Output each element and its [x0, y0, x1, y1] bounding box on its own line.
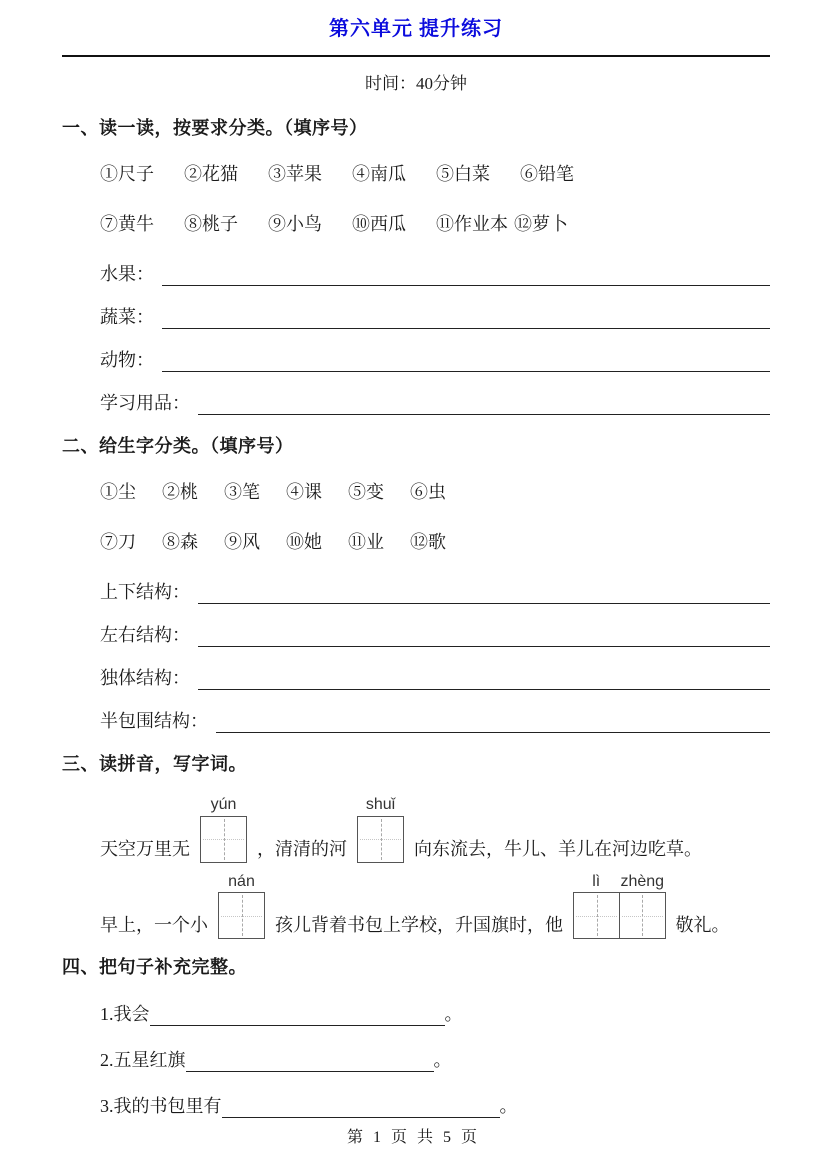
page-title: 第六单元 提升练习 — [329, 18, 503, 40]
section2-items-row2 — [100, 528, 770, 554]
write-box-shui — [357, 796, 404, 863]
char-item: ③笔 — [224, 482, 260, 502]
word-item: ④南瓜 — [352, 164, 406, 184]
blank-label: 半包围结构： — [100, 711, 208, 731]
sentence-stem: 2.五星红旗 — [100, 1050, 186, 1071]
sentence-period: 。 — [433, 1050, 452, 1071]
pinyin-labels — [573, 873, 665, 891]
sentence-text: 敬礼。 — [675, 915, 730, 936]
blank-row-fruit — [100, 260, 770, 286]
sentence-completion-2 — [100, 1045, 770, 1072]
char-item: ⑩她 — [286, 532, 322, 552]
section1-items-row2 — [100, 210, 770, 236]
answer-blank[interactable] — [198, 391, 770, 415]
blank-row-animal — [100, 346, 770, 372]
character-write-box[interactable] — [218, 892, 265, 939]
section-1 — [62, 114, 770, 415]
word-item: ①尺子 — [100, 164, 154, 184]
sentence-completion-3 — [100, 1091, 770, 1118]
word-item: ③苹果 — [268, 164, 322, 184]
answer-blank[interactable] — [198, 666, 770, 690]
char-item: ⑫歌 — [410, 532, 446, 552]
char-item: ①尘 — [100, 482, 136, 502]
char-item: ⑪业 — [348, 532, 384, 552]
sentence-text: 天空万里无 — [100, 838, 190, 859]
section2-heading: 二、给生字分类。（填序号） — [62, 436, 294, 456]
char-item: ⑨风 — [224, 532, 260, 552]
answer-blank[interactable] — [198, 580, 770, 604]
pinyin-label: shuǐ — [365, 796, 396, 813]
word-item: ⑨小鸟 — [268, 214, 322, 234]
blank-row-single — [100, 664, 770, 690]
page-number: 第 1 页 共 5 页 — [346, 1129, 480, 1146]
answer-blank[interactable] — [162, 305, 770, 329]
section3-heading: 三、读拼音，写字词。 — [62, 754, 247, 774]
blank-label: 独体结构： — [100, 668, 190, 688]
pinyin-sentence-1 — [100, 796, 770, 863]
section1-items-row1 — [100, 160, 770, 186]
blank-row-school-supplies — [100, 389, 770, 415]
word-item: ②花猫 — [184, 164, 238, 184]
answer-blank[interactable] — [216, 709, 770, 733]
character-write-box[interactable] — [573, 892, 620, 939]
sentence-period: 。 — [444, 1004, 463, 1025]
section-3 — [62, 750, 770, 939]
answer-blank[interactable] — [150, 1002, 445, 1026]
char-item: ②桃 — [162, 482, 198, 502]
section1-heading: 一、读一读，按要求分类。（填序号） — [62, 118, 368, 138]
answer-blank[interactable] — [198, 623, 770, 647]
answer-blank[interactable] — [162, 348, 770, 372]
sentence-text: ，清清的河 — [257, 838, 347, 859]
word-item: ⑪作业本 — [436, 214, 508, 234]
blank-label: 动物： — [100, 350, 154, 370]
char-item: ⑦刀 — [100, 532, 136, 552]
header-divider — [62, 55, 770, 57]
character-write-box[interactable] — [200, 816, 247, 863]
blank-label: 水果： — [100, 264, 154, 284]
sentence-stem: 3.我的书包里有 — [100, 1096, 222, 1117]
answer-blank[interactable] — [222, 1094, 500, 1118]
section2-items-row1 — [100, 478, 770, 504]
answer-blank[interactable] — [186, 1048, 434, 1072]
section-4 — [62, 953, 770, 1118]
pinyin-sentence-2 — [100, 873, 770, 940]
word-item: ⑤白菜 — [436, 164, 490, 184]
character-write-box[interactable] — [619, 892, 666, 939]
pinyin-label: yún — [210, 796, 237, 813]
word-item: ⑩西瓜 — [352, 214, 406, 234]
answer-blank[interactable] — [162, 262, 770, 286]
sentence-stem: 1.我会 — [100, 1004, 150, 1025]
word-item: ⑧桃子 — [184, 214, 238, 234]
word-item: ⑥铅笔 — [520, 164, 574, 184]
pinyin-label: lì — [592, 872, 601, 890]
word-item: ⑦黄牛 — [100, 214, 154, 234]
blank-row-vegetable — [100, 303, 770, 329]
blank-label: 蔬菜： — [100, 307, 154, 327]
section4-heading: 四、把句子补充完整。 — [62, 957, 247, 978]
pinyin-label: zhèng — [620, 872, 665, 890]
write-box-li-zheng — [573, 873, 666, 940]
blank-row-half-enclosed — [100, 707, 770, 733]
sentence-text: 孩儿背着书包上学校，升国旗时，他 — [275, 915, 563, 936]
blank-row-left-right — [100, 621, 770, 647]
sentence-text: 向东流去，牛儿、羊儿在河边吃草。 — [414, 838, 702, 859]
char-item: ⑥虫 — [410, 482, 446, 502]
blank-row-top-bottom — [100, 578, 770, 604]
sentence-text: 早上，一个小 — [100, 915, 208, 936]
word-item: ⑫萝卜 — [514, 214, 568, 234]
write-box-nan — [218, 873, 265, 940]
blank-label: 学习用品： — [100, 393, 190, 413]
blank-label: 左右结构： — [100, 625, 190, 645]
pinyin-label: nán — [228, 872, 255, 890]
write-box-yun — [200, 796, 247, 863]
time-limit: 时间：40分钟 — [365, 74, 467, 93]
section-2 — [62, 432, 770, 733]
sentence-period: 。 — [499, 1096, 518, 1117]
blank-label: 上下结构： — [100, 582, 190, 602]
sentence-completion-1 — [100, 999, 770, 1026]
char-item: ⑤变 — [348, 482, 384, 502]
character-write-box[interactable] — [357, 816, 404, 863]
char-item: ⑧森 — [162, 532, 198, 552]
char-item: ④课 — [286, 482, 322, 502]
